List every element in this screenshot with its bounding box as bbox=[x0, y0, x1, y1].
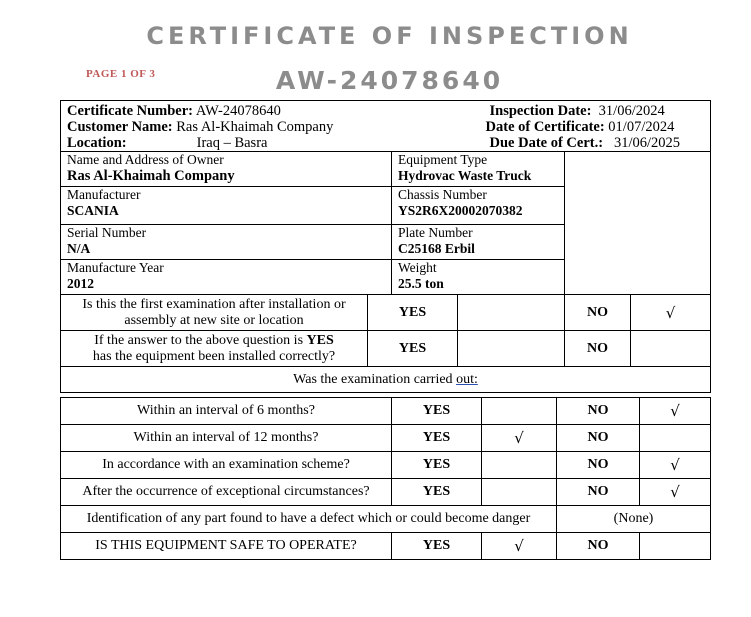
question-installed-yes: YES bbox=[306, 332, 334, 348]
yes-mark-cell bbox=[482, 452, 557, 479]
question-installed-line2: has the equipment been installed correctly? bbox=[92, 348, 336, 364]
year-value: 2012 bbox=[67, 276, 94, 291]
question-safe-to-operate: IS THIS EQUIPMENT SAFE TO OPERATE? bbox=[61, 533, 392, 560]
type-label: Equipment Type bbox=[398, 152, 488, 167]
due-date-label: Due Date of Cert.: bbox=[489, 135, 604, 151]
yes-label: YES bbox=[392, 425, 482, 452]
yes-label: YES bbox=[392, 452, 482, 479]
section-examination-carried-out bbox=[61, 367, 711, 393]
question-examination-scheme: In accordance with an examination scheme? bbox=[61, 452, 392, 479]
inspection-table bbox=[60, 100, 711, 393]
date-of-cert-value: 01/07/2024 bbox=[608, 119, 675, 135]
certificate-title: CERTIFICATE OF INSPECTION bbox=[146, 22, 633, 50]
serial-cell bbox=[61, 225, 392, 260]
type-cell bbox=[392, 152, 565, 187]
yes-mark-cell bbox=[458, 331, 565, 367]
question-installed-correctly bbox=[61, 331, 368, 367]
no-label: NO bbox=[565, 331, 631, 367]
plate-value: C25168 Erbil bbox=[398, 241, 475, 256]
yes-label: YES bbox=[392, 533, 482, 560]
type-value: Hydrovac Waste Truck bbox=[398, 168, 532, 183]
owner-label: Name and Address of Owner bbox=[67, 152, 224, 167]
blank-cell bbox=[565, 152, 711, 295]
cert-number-label: Certificate Number: bbox=[67, 103, 194, 119]
manufacturer-value: SCANIA bbox=[67, 203, 119, 218]
question-defect-identification: Identification of any part found to have a defect which or could become danger bbox=[61, 506, 557, 533]
no-label: NO bbox=[557, 452, 640, 479]
plate-cell bbox=[392, 225, 565, 260]
check-mark: √ bbox=[640, 452, 711, 479]
section-heading-out: out: bbox=[456, 371, 478, 387]
check-mark: √ bbox=[482, 533, 557, 560]
question-exceptional-circumstances: After the occurrence of exceptional circumstances? bbox=[61, 479, 392, 506]
check-mark: √ bbox=[631, 295, 711, 331]
no-mark-cell bbox=[640, 533, 711, 560]
question-installed-line1: If the answer to the above question is bbox=[94, 332, 307, 348]
serial-value: N/A bbox=[67, 241, 91, 256]
question-first-exam-line2: assembly at new site or location bbox=[124, 312, 304, 328]
no-label: NO bbox=[557, 425, 640, 452]
location-value: Iraq – Basra bbox=[196, 135, 268, 151]
inspection-date-label: Inspection Date: bbox=[489, 103, 592, 119]
yes-mark-cell bbox=[458, 295, 565, 331]
customer-label: Customer Name: bbox=[67, 119, 173, 135]
certificate-meta bbox=[61, 101, 711, 152]
no-label: NO bbox=[557, 398, 640, 425]
check-mark: √ bbox=[482, 425, 557, 452]
yes-mark-cell bbox=[482, 398, 557, 425]
question-first-exam-line1: Is this the first examination after installation or bbox=[82, 296, 346, 312]
inspection-date-value: 31/06/2024 bbox=[598, 103, 665, 119]
chassis-label: Chassis Number bbox=[398, 187, 487, 202]
cert-number-value: AW-24078640 bbox=[195, 103, 281, 119]
weight-value: 25.5 ton bbox=[398, 276, 444, 291]
owner-cell bbox=[61, 152, 392, 187]
meta-left bbox=[67, 103, 333, 151]
no-label: NO bbox=[557, 479, 640, 506]
examination-table bbox=[60, 397, 711, 560]
yes-mark-cell bbox=[482, 479, 557, 506]
plate-label: Plate Number bbox=[398, 225, 473, 240]
check-mark: √ bbox=[640, 398, 711, 425]
customer-value: Ras Al-Khaimah Company bbox=[176, 119, 334, 135]
due-date-value: 31/06/2025 bbox=[613, 135, 680, 151]
weight-cell bbox=[392, 260, 565, 295]
yes-label: YES bbox=[368, 331, 458, 367]
check-mark: √ bbox=[640, 479, 711, 506]
question-12-months: Within an interval of 12 months? bbox=[61, 425, 392, 452]
yes-label: YES bbox=[368, 295, 458, 331]
serial-label: Serial Number bbox=[67, 225, 147, 240]
manufacturer-label: Manufacturer bbox=[67, 187, 141, 202]
meta-right bbox=[485, 103, 704, 151]
chassis-cell bbox=[392, 187, 565, 225]
date-of-cert-label: Date of Certificate: bbox=[485, 119, 605, 135]
defect-answer: (None) bbox=[557, 506, 711, 533]
no-mark-cell bbox=[640, 425, 711, 452]
chassis-value: YS2R6X20002070382 bbox=[398, 203, 523, 218]
yes-label: YES bbox=[392, 479, 482, 506]
year-cell bbox=[61, 260, 392, 295]
certificate-number-heading: AW-24078640 bbox=[275, 66, 504, 95]
year-label: Manufacture Year bbox=[67, 260, 164, 275]
question-6-months: Within an interval of 6 months? bbox=[61, 398, 392, 425]
location-label: Location: bbox=[67, 135, 127, 151]
manufacturer-cell bbox=[61, 187, 392, 225]
no-label: NO bbox=[557, 533, 640, 560]
yes-label: YES bbox=[392, 398, 482, 425]
no-mark-cell bbox=[631, 331, 711, 367]
section-heading-text: Was the examination carried bbox=[293, 371, 457, 387]
question-first-exam bbox=[61, 295, 368, 331]
no-label: NO bbox=[565, 295, 631, 331]
weight-label: Weight bbox=[398, 260, 437, 275]
page-label: PAGE 1 OF 3 bbox=[86, 68, 156, 80]
owner-value: Ras Al-Khaimah Company bbox=[67, 168, 235, 184]
